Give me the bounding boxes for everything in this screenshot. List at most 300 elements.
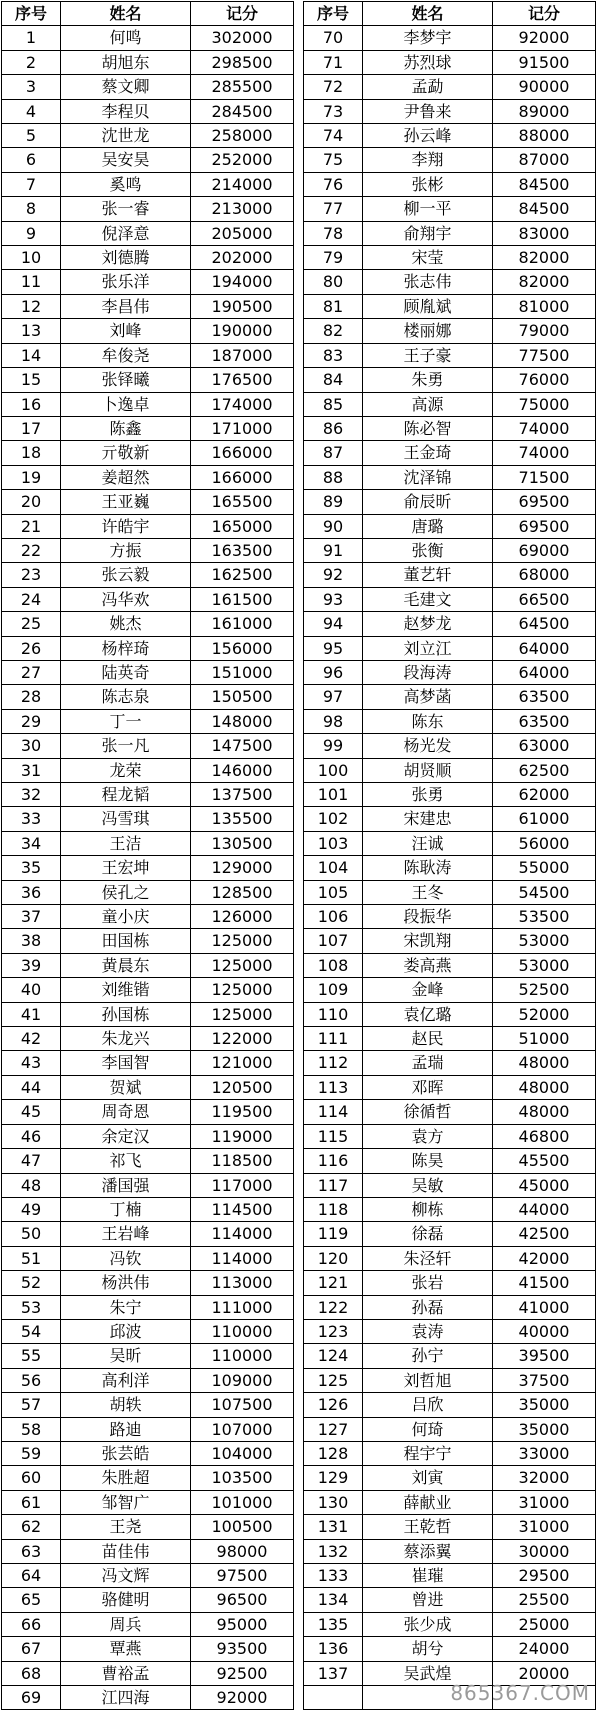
rank-cell — [304, 1686, 363, 1710]
table-row — [304, 514, 596, 538]
score-cell: 107000 — [191, 1417, 294, 1441]
rank-cell: 110 — [304, 1002, 363, 1026]
rank-cell: 68 — [2, 1661, 61, 1685]
name-cell: 陆英奇 — [61, 660, 191, 684]
table-row — [2, 1564, 294, 1588]
table-row — [2, 246, 294, 270]
rank-cell: 119 — [304, 1222, 363, 1246]
name-cell: 顾胤斌 — [363, 294, 493, 318]
score-cell: 103500 — [191, 1466, 294, 1490]
score-cell: 64000 — [493, 636, 596, 660]
score-cell: 190000 — [191, 319, 294, 343]
table-row — [304, 148, 596, 172]
rank-cell: 133 — [304, 1564, 363, 1588]
rank-cell: 118 — [304, 1197, 363, 1221]
name-cell: 李国智 — [61, 1051, 191, 1075]
score-cell: 82000 — [493, 270, 596, 294]
name-cell: 李昌伟 — [61, 294, 191, 318]
rank-cell: 132 — [304, 1539, 363, 1563]
name-cell: 冯文辉 — [61, 1564, 191, 1588]
score-cell: 125000 — [191, 953, 294, 977]
score-cell: 69500 — [493, 490, 596, 514]
score-cell: 29500 — [493, 1564, 596, 1588]
rank-cell: 89 — [304, 490, 363, 514]
name-cell: 陈鑫 — [61, 416, 191, 440]
table-row — [2, 148, 294, 172]
score-cell: 37500 — [493, 1368, 596, 1392]
score-cell: 119000 — [191, 1124, 294, 1148]
name-cell: 曹裕孟 — [61, 1661, 191, 1685]
header-row — [304, 2, 596, 26]
name-cell: 杨洪伟 — [61, 1271, 191, 1295]
rank-cell: 83 — [304, 343, 363, 367]
name-cell: 袁方 — [363, 1124, 493, 1148]
table-row — [2, 758, 294, 782]
rank-cell: 94 — [304, 612, 363, 636]
name-cell: 冯雪琪 — [61, 807, 191, 831]
rank-cell: 103 — [304, 831, 363, 855]
rank-cell: 88 — [304, 465, 363, 489]
table-row — [2, 294, 294, 318]
name-cell: 方振 — [61, 538, 191, 562]
table-row — [304, 563, 596, 587]
table-row — [2, 1490, 294, 1514]
name-cell: 沈泽锦 — [363, 465, 493, 489]
table-row — [2, 636, 294, 660]
table-row — [304, 758, 596, 782]
score-cell: 110000 — [191, 1344, 294, 1368]
table-row — [304, 660, 596, 684]
rank-cell: 112 — [304, 1051, 363, 1075]
name-cell: 朱泾轩 — [363, 1246, 493, 1270]
table-row — [304, 416, 596, 440]
score-cell: 64000 — [493, 660, 596, 684]
score-cell: 174000 — [191, 392, 294, 416]
score-cell: 258000 — [191, 124, 294, 148]
name-cell: 吴武煌 — [363, 1661, 493, 1685]
name-cell: 胡贤顺 — [363, 758, 493, 782]
table-row — [304, 50, 596, 74]
name-cell: 王尧 — [61, 1515, 191, 1539]
score-cell: 100500 — [191, 1515, 294, 1539]
table-row — [2, 1222, 294, 1246]
table-row — [2, 343, 294, 367]
score-cell: 252000 — [191, 148, 294, 172]
name-cell: 娄高燕 — [363, 953, 493, 977]
table-row — [304, 587, 596, 611]
score-cell: 75000 — [493, 392, 596, 416]
table-row — [304, 1075, 596, 1099]
table-row — [2, 368, 294, 392]
score-cell: 61000 — [493, 807, 596, 831]
rank-cell: 47 — [2, 1149, 61, 1173]
score-cell: 88000 — [493, 124, 596, 148]
rank-cell: 33 — [2, 807, 61, 831]
rank-cell: 1 — [2, 26, 61, 50]
name-cell: 汪诚 — [363, 831, 493, 855]
score-cell: 74000 — [493, 416, 596, 440]
name-cell: 董艺轩 — [363, 563, 493, 587]
table-row — [2, 685, 294, 709]
score-cell: 42500 — [493, 1222, 596, 1246]
rank-cell: 53 — [2, 1295, 61, 1319]
score-cell: 285500 — [191, 75, 294, 99]
table-row — [304, 1490, 596, 1514]
score-cell: 202000 — [191, 246, 294, 270]
table-row — [2, 1466, 294, 1490]
score-cell: 298500 — [191, 50, 294, 74]
name-cell: 宋建忠 — [363, 807, 493, 831]
name-cell: 刘哲旭 — [363, 1368, 493, 1392]
table-row — [304, 1222, 596, 1246]
table-row — [2, 416, 294, 440]
table-row — [304, 1515, 596, 1539]
table-row — [2, 807, 294, 831]
name-cell: 王亚巍 — [61, 490, 191, 514]
score-cell: 51000 — [493, 1027, 596, 1051]
score-cell: 107500 — [191, 1393, 294, 1417]
table-row — [2, 905, 294, 929]
rank-cell: 40 — [2, 978, 61, 1002]
table-row — [304, 1246, 596, 1270]
rank-cell: 28 — [2, 685, 61, 709]
score-cell: 45000 — [493, 1173, 596, 1197]
name-cell: 楼丽娜 — [363, 319, 493, 343]
name-cell: 冯华欢 — [61, 587, 191, 611]
name-cell: 段海涛 — [363, 660, 493, 684]
rank-cell: 3 — [2, 75, 61, 99]
name-cell: 柳一平 — [363, 197, 493, 221]
score-cell: 171000 — [191, 416, 294, 440]
rank-cell: 11 — [2, 270, 61, 294]
rank-cell: 121 — [304, 1271, 363, 1295]
score-cell: 113000 — [191, 1271, 294, 1295]
name-cell: 金峰 — [363, 978, 493, 1002]
rank-cell: 116 — [304, 1149, 363, 1173]
score-cell: 101000 — [191, 1490, 294, 1514]
table-row — [304, 978, 596, 1002]
name-cell: 程龙韬 — [61, 783, 191, 807]
name-cell: 张志伟 — [363, 270, 493, 294]
score-cell: 66500 — [493, 587, 596, 611]
table-row — [304, 319, 596, 343]
rank-cell: 81 — [304, 294, 363, 318]
name-cell: 邓晖 — [363, 1075, 493, 1099]
rank-cell: 60 — [2, 1466, 61, 1490]
rank-cell: 32 — [2, 783, 61, 807]
score-cell: 161500 — [191, 587, 294, 611]
score-cell: 166000 — [191, 465, 294, 489]
rank-cell: 126 — [304, 1393, 363, 1417]
score-cell: 84500 — [493, 172, 596, 196]
name-cell: 陈必智 — [363, 416, 493, 440]
score-cell: 69000 — [493, 538, 596, 562]
rank-cell: 102 — [304, 807, 363, 831]
name-cell: 孟勐 — [363, 75, 493, 99]
name-cell: 李梦宇 — [363, 26, 493, 50]
rank-cell: 63 — [2, 1539, 61, 1563]
name-cell: 张铎曦 — [61, 368, 191, 392]
table-row — [2, 270, 294, 294]
name-cell: 奚鸣 — [61, 172, 191, 196]
rank-cell: 130 — [304, 1490, 363, 1514]
name-cell: 朱胜超 — [61, 1466, 191, 1490]
rank-cell: 17 — [2, 416, 61, 440]
table-row — [2, 1515, 294, 1539]
table-row — [304, 1002, 596, 1026]
table-row — [304, 1368, 596, 1392]
rank-cell: 55 — [2, 1344, 61, 1368]
table-row — [2, 1612, 294, 1636]
score-cell: 63500 — [493, 685, 596, 709]
rank-cell: 41 — [2, 1002, 61, 1026]
score-cell: 25500 — [493, 1588, 596, 1612]
rank-cell: 92 — [304, 563, 363, 587]
table-row — [304, 1539, 596, 1563]
rank-cell: 74 — [304, 124, 363, 148]
rank-cell: 82 — [304, 319, 363, 343]
score-cell: 87000 — [493, 148, 596, 172]
table-row — [304, 1344, 596, 1368]
name-cell: 高梦菡 — [363, 685, 493, 709]
rank-cell: 31 — [2, 758, 61, 782]
table-row — [304, 1149, 596, 1173]
rank-cell: 62 — [2, 1515, 61, 1539]
table-row — [2, 50, 294, 74]
rank-cell: 26 — [2, 636, 61, 660]
score-cell: 118500 — [191, 1149, 294, 1173]
rank-cell: 21 — [2, 514, 61, 538]
rank-cell: 73 — [304, 99, 363, 123]
score-cell: 53000 — [493, 929, 596, 953]
rank-cell: 90 — [304, 514, 363, 538]
rank-cell: 75 — [304, 148, 363, 172]
rank-cell: 85 — [304, 392, 363, 416]
score-header: 记分 — [191, 2, 294, 26]
rank-cell: 123 — [304, 1319, 363, 1343]
name-cell: 牟俊尧 — [61, 343, 191, 367]
rank-cell: 52 — [2, 1271, 61, 1295]
name-cell: 刘维锴 — [61, 978, 191, 1002]
name-header: 姓名 — [363, 2, 493, 26]
rank-cell: 54 — [2, 1319, 61, 1343]
name-cell: 陈耿涛 — [363, 856, 493, 880]
rank-cell: 34 — [2, 831, 61, 855]
score-cell: 128500 — [191, 880, 294, 904]
table-row — [2, 587, 294, 611]
name-cell: 卜逸卓 — [61, 392, 191, 416]
table-row — [304, 99, 596, 123]
name-cell: 王金琦 — [363, 441, 493, 465]
table-row — [2, 783, 294, 807]
rank-cell: 80 — [304, 270, 363, 294]
name-cell: 柳栋 — [363, 1197, 493, 1221]
rank-cell: 77 — [304, 197, 363, 221]
score-cell: 54500 — [493, 880, 596, 904]
table-row — [304, 929, 596, 953]
rank-cell: 50 — [2, 1222, 61, 1246]
score-cell: 121000 — [191, 1051, 294, 1075]
name-cell: 陈志泉 — [61, 685, 191, 709]
name-cell: 张云毅 — [61, 563, 191, 587]
rank-cell: 84 — [304, 368, 363, 392]
rank-cell: 108 — [304, 953, 363, 977]
rank-cell: 114 — [304, 1100, 363, 1124]
score-header: 记分 — [493, 2, 596, 26]
name-cell: 毛建文 — [363, 587, 493, 611]
rank-cell: 96 — [304, 660, 363, 684]
score-cell: 122000 — [191, 1027, 294, 1051]
table-row — [304, 441, 596, 465]
name-cell: 张衡 — [363, 538, 493, 562]
score-cell: 42000 — [493, 1246, 596, 1270]
table-row — [304, 490, 596, 514]
rank-cell: 79 — [304, 246, 363, 270]
score-cell: 176500 — [191, 368, 294, 392]
rank-cell: 135 — [304, 1612, 363, 1636]
table-row — [304, 197, 596, 221]
score-cell: 162500 — [191, 563, 294, 587]
rank-cell: 4 — [2, 99, 61, 123]
table-row — [304, 734, 596, 758]
table-row — [2, 953, 294, 977]
score-cell: 187000 — [191, 343, 294, 367]
name-cell: 路迪 — [61, 1417, 191, 1441]
name-cell: 蔡文卿 — [61, 75, 191, 99]
rank-cell: 38 — [2, 929, 61, 953]
score-cell: 92000 — [493, 26, 596, 50]
table-row — [304, 709, 596, 733]
name-cell: 胡轶 — [61, 1393, 191, 1417]
score-cell: 110000 — [191, 1319, 294, 1343]
table-row — [2, 1027, 294, 1051]
table-row — [304, 1271, 596, 1295]
rank-cell: 14 — [2, 343, 61, 367]
name-cell: 崔璀 — [363, 1564, 493, 1588]
score-cell: 125000 — [191, 929, 294, 953]
score-cell: 117000 — [191, 1173, 294, 1197]
rank-cell: 29 — [2, 709, 61, 733]
score-cell: 48000 — [493, 1100, 596, 1124]
table-row — [2, 465, 294, 489]
table-row — [2, 1173, 294, 1197]
score-cell: 20000 — [493, 1661, 596, 1685]
name-cell: 侯孔之 — [61, 880, 191, 904]
score-cell: 97500 — [191, 1564, 294, 1588]
score-cell: 62000 — [493, 783, 596, 807]
table-row — [2, 124, 294, 148]
rank-cell: 48 — [2, 1173, 61, 1197]
table-row — [2, 538, 294, 562]
score-cell: 46800 — [493, 1124, 596, 1148]
score-cell: 41500 — [493, 1271, 596, 1295]
name-cell: 陈东 — [363, 709, 493, 733]
score-cell: 74000 — [493, 441, 596, 465]
score-cell: 31000 — [493, 1490, 596, 1514]
rank-header: 序号 — [304, 2, 363, 26]
score-cell: 71500 — [493, 465, 596, 489]
table-row — [2, 1637, 294, 1661]
rank-cell: 51 — [2, 1246, 61, 1270]
name-cell: 苗佳伟 — [61, 1539, 191, 1563]
rank-cell: 125 — [304, 1368, 363, 1392]
name-cell: 刘寅 — [363, 1466, 493, 1490]
score-cell: 25000 — [493, 1612, 596, 1636]
name-cell: 胡旭东 — [61, 50, 191, 74]
rank-cell: 98 — [304, 709, 363, 733]
rank-cell: 56 — [2, 1368, 61, 1392]
rank-cell: 86 — [304, 416, 363, 440]
score-cell: 84500 — [493, 197, 596, 221]
table-row — [304, 221, 596, 245]
table-row — [2, 856, 294, 880]
table-row — [2, 1393, 294, 1417]
rank-cell: 70 — [304, 26, 363, 50]
rank-cell: 23 — [2, 563, 61, 587]
score-cell: 64500 — [493, 612, 596, 636]
score-cell: 96500 — [191, 1588, 294, 1612]
name-cell: 王子豪 — [363, 343, 493, 367]
score-cell: 93500 — [191, 1637, 294, 1661]
table-row — [304, 1441, 596, 1465]
rank-cell: 46 — [2, 1124, 61, 1148]
name-header: 姓名 — [61, 2, 191, 26]
score-cell: 151000 — [191, 660, 294, 684]
table-row — [2, 1246, 294, 1270]
rank-cell: 137 — [304, 1661, 363, 1685]
name-cell: 吴安昊 — [61, 148, 191, 172]
rank-cell: 16 — [2, 392, 61, 416]
rank-cell: 93 — [304, 587, 363, 611]
rank-cell: 87 — [304, 441, 363, 465]
rank-cell: 61 — [2, 1490, 61, 1514]
table-row — [304, 1100, 596, 1124]
name-cell: 赵民 — [363, 1027, 493, 1051]
table-row — [2, 1441, 294, 1465]
name-cell: 蔡添翼 — [363, 1539, 493, 1563]
name-cell: 骆健明 — [61, 1588, 191, 1612]
rank-cell: 12 — [2, 294, 61, 318]
rank-cell: 95 — [304, 636, 363, 660]
table-row — [2, 1588, 294, 1612]
rank-cell: 49 — [2, 1197, 61, 1221]
table-row — [2, 1417, 294, 1441]
score-cell: 90000 — [493, 75, 596, 99]
rank-cell: 134 — [304, 1588, 363, 1612]
table-row — [2, 392, 294, 416]
name-cell: 邱波 — [61, 1319, 191, 1343]
score-cell: 63500 — [493, 709, 596, 733]
rank-cell: 91 — [304, 538, 363, 562]
table-row — [2, 1124, 294, 1148]
table-row — [2, 831, 294, 855]
table-row — [304, 1564, 596, 1588]
table-row — [2, 563, 294, 587]
name-cell: 尹鲁来 — [363, 99, 493, 123]
table-row — [304, 831, 596, 855]
name-cell: 宋莹 — [363, 246, 493, 270]
rank-cell: 71 — [304, 50, 363, 74]
table-row — [2, 26, 294, 50]
score-cell: 63000 — [493, 734, 596, 758]
score-cell: 119500 — [191, 1100, 294, 1124]
score-cell: 89000 — [493, 99, 596, 123]
table-row — [304, 856, 596, 880]
rank-cell: 120 — [304, 1246, 363, 1270]
table-row — [304, 465, 596, 489]
name-cell: 倪泽意 — [61, 221, 191, 245]
table-row — [304, 1417, 596, 1441]
